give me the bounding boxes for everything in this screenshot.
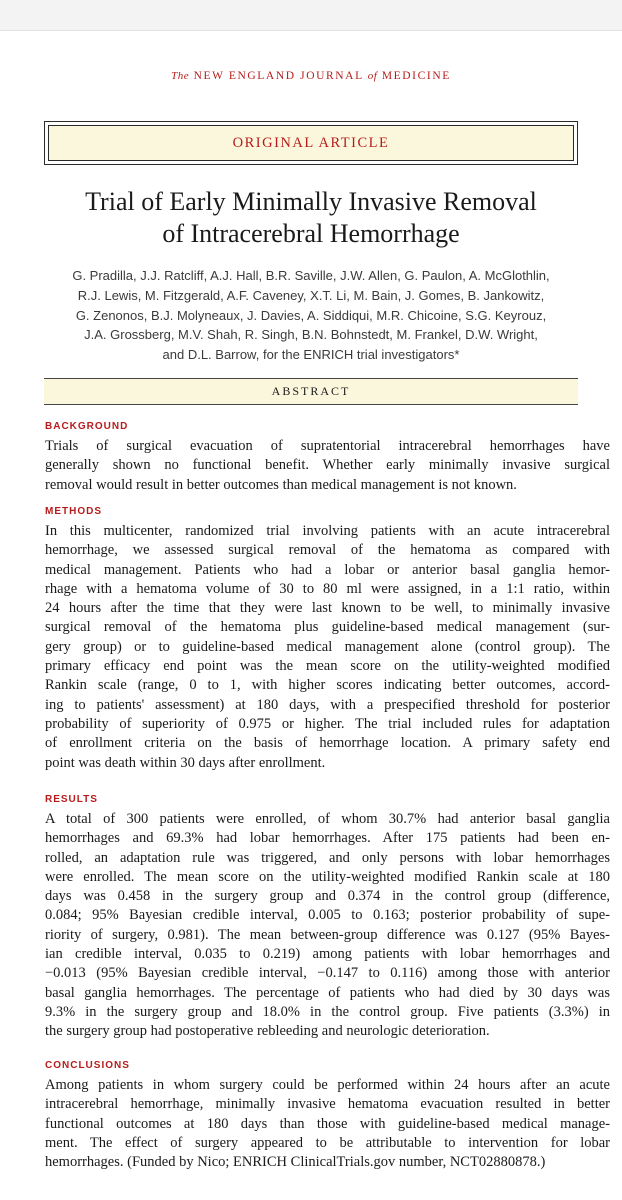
journal-masthead [0,70,622,82]
methods-text [45,522,610,773]
text-line: Among patients in whom surgery could be performed within 24 hours after an acute [45,1077,610,1093]
text-line: probability of superiority of 0.975 or higher. The trial included rules for adaptation [45,715,610,732]
title-line-2: of Intracerebral Hemorrhage [162,219,460,248]
text-line: the surgery group had postoperative rebleeding and neurologic deterioration. [45,1023,490,1040]
conclusions-text [45,1076,610,1172]
conclusions-heading: CONCLUSIONS [45,1060,130,1071]
text-line: intracerebral hemorrhage, minimally invasive hematoma evacuation resulted in better [45,1096,610,1113]
text-line: days was 0.458 in the surgery group and 0.374 in the control group (difference, [45,888,610,905]
text-line: Trials of surgical evacuation of supratentorial intracerebral hemorrhages have [45,438,610,454]
text-line: 24 hours after the time that they were last known to be well, to minimally invasive [45,600,610,617]
text-line: 0.084; 95% Bayesian credible interval, 0.005 to 0.163; posterior probability of supe- [45,907,610,924]
journal-suffix: MEDICINE [381,70,451,82]
author-list [30,266,592,365]
page-edge [0,0,622,31]
article-type-label: ORIGINAL ARTICLE [48,125,574,161]
text-line: riority of surgery, 0.981). The mean between-group difference was 0.127 (95% Bayes- [45,926,610,943]
author-line: G. Pradilla, J.J. Ratcliff, A.J. Hall, B.R. Saville, J.W. Allen, G. Paulon, A. McGlothlin, [72,268,550,283]
text-line: ing to patients' assessment) at 180 days, with a prespecified threshold for posterior [45,696,610,713]
text-line: hemorrhages and 69.3% had lobar hemorrhages. After 175 patients had been en- [45,830,610,847]
text-line: ian credible interval, 0.035 to 0.219) among patients with lobar hemorrhages and [45,946,610,963]
text-line: of enrollment criteria on the basis of hemorrhage location. A primary safety end [45,735,610,752]
journal-prefix: The [171,70,190,82]
author-line: J.A. Grossberg, M.V. Shah, R. Singh, B.N. Bohnstedt, M. Frankel, D.W. Wright, [84,327,538,343]
text-line: primary efficacy end point was the mean score on the utility-weighted modified [45,658,610,675]
text-line: ment. The effect of surgery appeared to be attributable to intervention for lobar [45,1134,610,1151]
journal-of: of [367,70,378,82]
text-line: gery group) or to guideline-based medical management alone (control group). The [45,638,610,655]
background-heading: BACKGROUND [45,421,129,432]
methods-heading: METHODS [45,506,102,517]
text-line: surgical removal of the hematoma plus guideline-based medical management (sur- [45,619,610,636]
author-line: and D.L. Barrow, for the ENRICH trial investigators* [162,347,460,363]
text-line: functional outcomes at 180 days than those with guideline-based medical manage- [45,1115,610,1132]
text-line: −0.013 (95% Bayesian credible interval, −0.147 to 0.116) among those with anterior [45,965,610,982]
author-line: G. Zenonos, B.J. Molyneaux, J. Davies, A. Siddiqui, M.R. Chicoine, S.G. Keyrouz, [75,307,547,323]
article-title [20,186,602,250]
text-line: point was death within 30 days after enrollment. [45,754,326,771]
text-line: Rankin scale (range, 0 to 1, with higher scores indicating better outcomes, accord- [45,677,610,694]
journal-name: NEW ENGLAND JOURNAL [193,70,364,82]
text-line: hemorrhage, we assessed surgical removal of the hematoma as compared with [45,542,610,559]
title-line-1: Trial of Early Minimally Invasive Removal [85,187,537,216]
abstract-header: ABSTRACT [44,378,578,405]
text-line: In this multicenter, randomized trial involving patients with an acute intracerebral [45,523,610,539]
results-text [45,810,610,1042]
text-line: hemorrhages. (Funded by Nico; ENRICH ClinicalTrials.gov number, NCT02880878.) [45,1154,546,1171]
background-text [45,437,610,495]
text-line: removal would result in better outcomes than medical management is not known. [45,476,517,493]
text-line: rolled, an adaptation rule was triggered, and only persons with lobar hemorrhages [45,849,610,866]
author-line: R.J. Lewis, M. Fitzgerald, A.F. Caveney, X.T. Li, M. Bain, J. Gomes, B. Jankowitz, [77,287,545,303]
text-line: were enrolled. The mean score on the utility-weighted modified Rankin scale at 180 [45,868,610,885]
article-type-box [44,121,578,165]
results-heading: RESULTS [45,794,98,805]
text-line: 9.3% in the surgery group and 18.0% in the control group. Five patients (3.3%) in [45,1003,610,1020]
text-line: medical management. Patients who had a lobar or anterior basal ganglia hemor- [45,561,610,578]
text-line: generally shown no functional benefit. Whether early minimally invasive surgical [45,457,610,474]
text-line: rhage with a hematoma volume of 30 to 80 ml were assigned, in a 1:1 ratio, within [45,580,610,597]
text-line: A total of 300 patients were enrolled, of whom 30.7% had anterior basal ganglia [45,811,610,827]
text-line: basal ganglia hemorrhages. The percentage of patients who had died by 30 days was [45,984,610,1001]
